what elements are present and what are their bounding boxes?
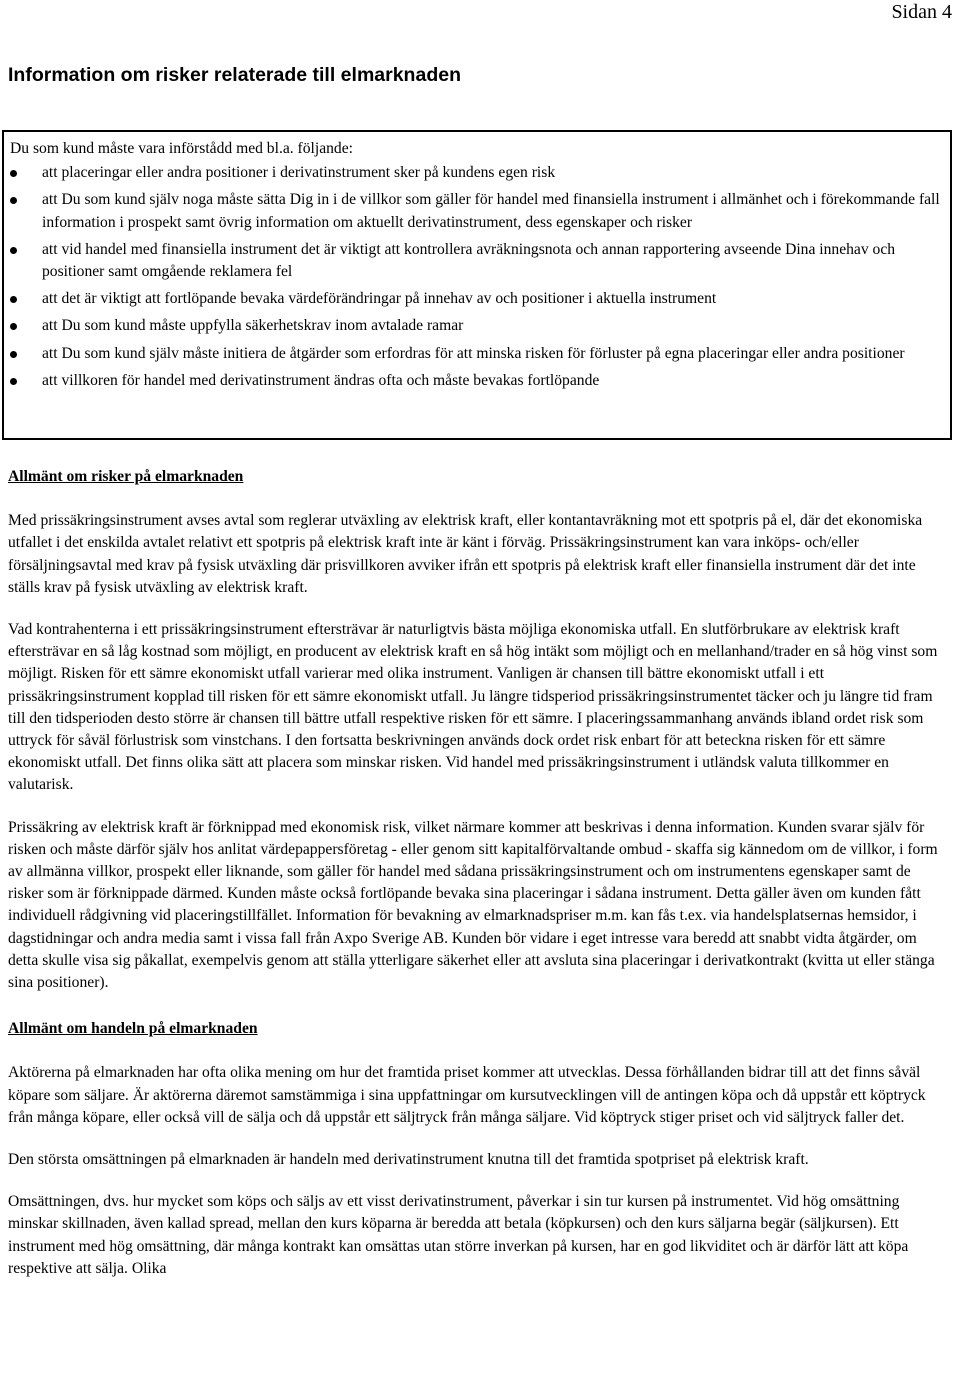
list-item-text: att placeringar eller andra positioner i derivatinstrument sker på kundens egen risk [42, 164, 556, 182]
paragraph: Prissäkring av elektrisk kraft är förknippad med ekonomisk risk, vilket närmare kommer att beskrivas i denna information. Kunden svarar själv för risken och måste därför själv hos anlitat värdepappersföretag - eller genom sitt kapitalförvaltande ombud - skaffa sig kännedom om de villkor, i form av allmänna villkor, prospekt eller liknande, som gäller för handel med sådana prissäkringsinstrument och om instrumentens egenskaper samt de risker som är förknippade därmed. Kunden måste också fortlöpande bevaka sina placeringar i sådana instrument. Detta gäller även om kunden fått individuell rådgivning vid placeringstillfället. Information för bevakning av elmarknadspriser m.m. kan fås t.ex. via handelsplatsernas hemsidor, i dagstidningar och andra media samt i vissa fall från Axpo Sverige AB. Kunden bör vidare i eget intresse vara beredd att snabbt vidta åtgärder, om detta skulle visa sig påkallat, exempelvis genom att ställa ytterligare säkerhet eller att avsluta sina placeringar i derivatkontrakt (kvitta ut eller stänga sina positioner). [8, 818, 938, 992]
intro-bullet-list [10, 162, 940, 392]
bullet-icon [10, 296, 17, 303]
list-item-text: att villkoren för handel med derivatinstrument ändras ofta och måste bevakas fortlöpande [42, 371, 600, 389]
paragraph: Omsättningen, dvs. hur mycket som köps och säljs av ett visst derivatinstrument, påverkar i sin tur kursen på instrumentet. Vid hög omsättning minskar skillnaden, även kallad spread, mellan den kurs köparna är beredda att betala (köpkursen) och den kurs säljarna begär (säljkursen). Ett instrument med hög omsättning, där många kontrakt kan omsättas utan större inverkan på kursen, har en god likviditet och är därför lätt att köpa respektive att sälja. Olika [8, 1193, 909, 1277]
intro-box [2, 130, 952, 440]
list-item-text: att det är viktigt att fortlöpande bevaka värdeförändringar på innehav av och positioner i aktuella instrument [42, 290, 717, 308]
page-number: Sidan 4 [891, 1, 952, 23]
bullet-icon [10, 197, 17, 204]
bullet-icon [10, 378, 17, 385]
bullet-icon [10, 247, 17, 254]
list-item [10, 343, 940, 365]
list-item [10, 162, 940, 184]
list-item-text: att Du som kund själv noga måste sätta Dig in i de villkor som gäller för handel med finansiella instrument i allmänhet och i förekommande fall information i prospekt samt övrig information om aktuellt derivatinstrument, dess egenskaper och risker [42, 191, 940, 231]
intro-lead: Du som kund måste vara införstådd med bl.a. följande: [10, 140, 353, 157]
bullet-icon [10, 323, 17, 330]
document-title: Information om risker relaterade till elmarknaden [8, 64, 461, 86]
list-item [10, 370, 940, 392]
list-item [10, 288, 940, 310]
paragraph: Med prissäkringsinstrument avses avtal som reglerar utväxling av elektrisk kraft, eller kontantavräkning mot ett spotpris på el, där det ekonomiska utfallet i det enskilda avtalet relativt ett spotpris på elektrisk kraft inte är känt i förväg. Prissäkringsinstrument kan vara inköps- och/eller försäljningsavtal med krav på fysisk utväxling där prisvillkoren avviker ifrån ett spotpris på elektrisk kraft eller finansiella instrument där det inte ställs krav på fysisk utväxling av elektrisk kraft. [8, 512, 923, 596]
bullet-icon [10, 170, 17, 177]
list-item-text: att Du som kund själv måste initiera de åtgärder som erfordras för att minska risken för förluster på egna placeringar eller andra positioner [42, 344, 905, 362]
paragraph: Vad kontrahenterna i ett prissäkringsinstrument eftersträvar är naturligtvis bästa möjliga ekonomiska utfall. En slutförbrukare av elektrisk kraft eftersträvar en så låg kostnad som möjligt, en producent av elektrisk kraft en så hög intäkt som möjligt och en mellanhand/trader en så hög vinst som möjligt. Risken för ett sämre ekonomiskt utfall varierar med olika instrument. Vanligen är chansen till bättre ekonomiskt utfall i ett prissäkringsinstrument kopplad till risken för ett sämre ekonomiskt utfall. Ju längre tidsperiod prissäkringsinstrumentet täcker och ju längre tid fram till den tidsperioden desto större är chansen till bättre utfall respektive risken för ett sämre. I placeringssammanhang används ibland ordet risk som uttryck för såväl förlustrisk som vinstchans. I den fortsatta beskrivningen används dock ordet risk enbart för att beteckna risken för ett sämre ekonomiskt utfall. Det finns olika sätt att placera som minskar risken. Vid handel med prissäkringsinstrument i utländsk valuta tillkommer en valutarisk. [8, 621, 938, 794]
list-item-text: att Du som kund måste uppfylla säkerhetskrav inom avtalade ramar [42, 317, 464, 335]
list-item-text: att vid handel med finansiella instrument det är viktigt att kontrollera avräkningsnota och annan rapportering avseende Dina innehav och positioner samt omgående reklamera fel [42, 240, 896, 281]
list-item [10, 239, 940, 283]
paragraph: Den största omsättningen på elmarknaden är handeln med derivatinstrument knutna till det framtida spotpriset på elektrisk kraft. [8, 1151, 809, 1169]
main-content [8, 466, 948, 1300]
list-item [10, 315, 940, 337]
section-heading-risks: Allmänt om risker på elmarknaden [8, 468, 244, 485]
list-item [10, 189, 940, 233]
paragraph: Aktörerna på elmarknaden har ofta olika mening om hur det framtida priset kommer att utvecklas. Dessa förhållanden bidrar till att det finns såväl köpare som säljare. Är aktörerna däremot samstämmiga i sina uppfattningar om kursutvecklingen vill de antingen köpa och då uppstår ett köptryck från många köpare, eller också vill de sälja och då uppstår ett säljtryck från många säljare. Vid köptryck stiger priset och vid säljtryck faller det. [8, 1064, 926, 1126]
section-heading-trading: Allmänt om handeln på elmarknaden [8, 1020, 258, 1038]
bullet-icon [10, 351, 17, 358]
